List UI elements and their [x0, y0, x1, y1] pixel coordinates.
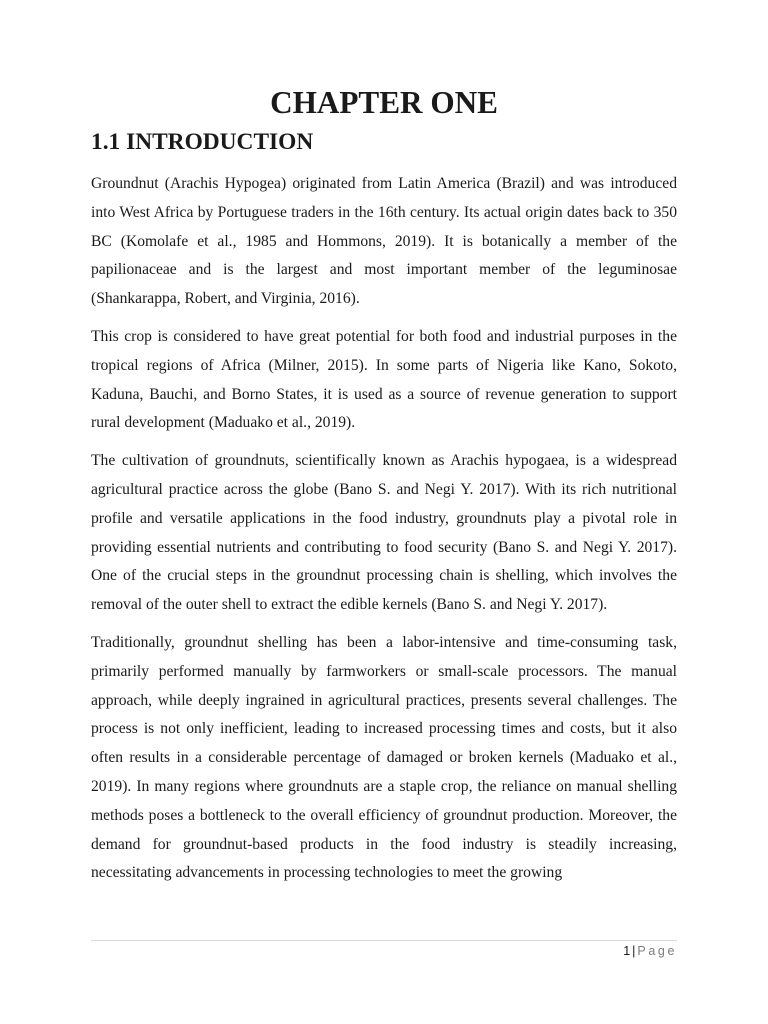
body-paragraph: The cultivation of groundnuts, scientifically known as Arachis hypogaea, is a widespread agricultural practice across the globe (Bano S. and Negi Y. 2017). With its rich nutritional profile and versatile applications in the food industry, groundnuts play a pivotal role in providing essential nutrients and contributing to food security (Bano S. and Negi Y. 2017). One of the crucial steps in the groundnut processing chain is shelling, which involves the removal of the outer shell to extract the edible kernels (Bano S. and Negi Y. 2017).	[91, 452, 677, 614]
page-label: Page	[637, 944, 677, 958]
footer-separator: |	[632, 944, 636, 958]
page-content	[91, 85, 677, 888]
chapter-title: CHAPTER ONE	[270, 85, 498, 120]
section-heading: 1.1 INTRODUCTION	[91, 129, 314, 155]
body-paragraph: Groundnut (Arachis Hypogea) originated from Latin America (Brazil) and was introduced into West Africa by Portuguese traders in the 16th century. Its actual origin dates back to 350 BC (Komolafe et al., 1985 and Hommons, 2019). It is botanically a member of the papilionaceae and is the largest and most important member of the leguminosae (Shankarappa, Robert, and Virginia, 2016).	[91, 175, 677, 308]
page-footer	[623, 942, 677, 960]
footer-divider	[91, 940, 677, 941]
page-number: 1	[623, 944, 631, 958]
body-paragraph: Traditionally, groundnut shelling has been a labor-intensive and time-consuming task, primarily performed manually by farmworkers or small-scale processors. The manual approach, while deeply ingrained in agricultural practices, presents several challenges. The process is not only inefficient, leading to increased processing times and costs, but it also often results in a considerable percentage of damaged or broken kernels (Maduako et al., 2019). In many regions where groundnuts are a staple crop, the reliance on manual shelling methods poses a bottleneck to the overall efficiency of groundnut production. Moreover, the demand for groundnut-based products in the food industry is steadily increasing, necessitating advancements in processing technologies to meet the growing	[91, 633, 677, 882]
body-paragraph: This crop is considered to have great potential for both food and industrial purposes in the tropical regions of Africa (Milner, 2015). In some parts of Nigeria like Kano, Sokoto, Kaduna, Bauchi, and Borno States, it is used as a source of revenue generation to support rural development (Maduako et al., 2019).	[91, 327, 677, 432]
